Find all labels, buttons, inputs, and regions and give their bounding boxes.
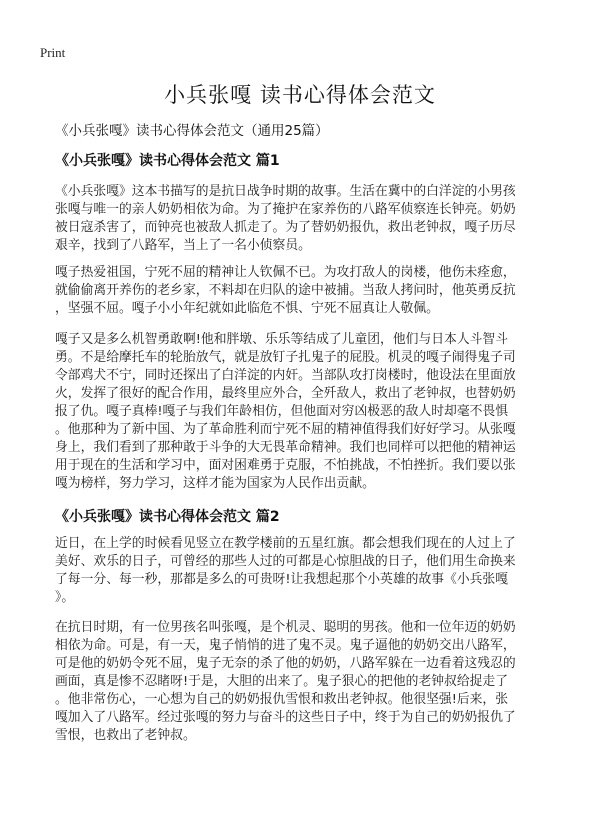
paragraph-line: 报了仇。嘎子真棒!嘎子与我们年龄相仿，但他面对穷凶极恶的敌人时却毫不畏惧 (55, 404, 509, 419)
paragraph-line: 嘎子又是多么机智勇敢啊!他和胖墩、乐乐等结成了儿童团，他们与日本人斗智斗 (55, 332, 509, 347)
page-title: 小兵张嘎 读书心得体会范文 (164, 83, 436, 107)
paragraph-line: 。他非常伤心，一心想为自己的奶奶报仇雪恨和救出老钟叔。他很坚强!后来，张 (55, 692, 509, 707)
paragraph-line: 用于现在的生活和学习中，面对困难勇于克服，不怕挑战，不怕挫折。我们要以张 (55, 458, 516, 473)
section-heading-1: 《小兵张嘎》读书心得体会范文 篇1 (55, 153, 280, 169)
paragraph-line: 身上，我们看到了那种敢于斗争的大无畏革命精神。我们也同样可以把他的精神运 (55, 440, 516, 455)
paragraph-line: 就偷偷离开养伤的老乡家，不料却在归队的途中被捕。当敌人拷问时，他英勇反抗 (55, 283, 516, 298)
paragraph-line: 美好、欢乐的日子，可曾经的那些人过的可都是心惊胆战的日子，他们用生命换来 (55, 554, 516, 569)
paragraph-line: 相依为命。可是，有一天，鬼子悄悄的进了鬼不灵。鬼子逼他的奶奶交出八路军， (55, 638, 516, 653)
paragraph-line: 被日寇杀害了，而钟亮也被敌人抓走了。为了替奶奶报仇，救出老钟叔，嘎子历尽 (55, 220, 516, 235)
paragraph (55, 619, 516, 745)
paragraph-line: 可是他的奶奶令死不屈，鬼子无奈的杀了他的奶奶，八路军躲在一边看着这残忍的 (55, 656, 516, 671)
paragraph (55, 331, 516, 493)
paragraph-line: 张嘎与唯一的亲人奶奶相依为命。为了掩护在家养伤的八路军侦察连长钟亮。奶奶 (55, 202, 516, 217)
paragraph (55, 264, 516, 318)
paragraph-line: 雪恨，也救出了老钟叔。 (55, 728, 196, 743)
paragraph-line: 嘎加入了八路军。经过张嘎的努力与奋斗的这些日子中，终于为自己的奶奶报仇了 (55, 710, 516, 725)
paragraph-line: 艰辛，找到了八路军，当上了一名小侦察员。 (55, 238, 311, 253)
paragraph-line: 了每一分、每一秒，那都是多么的可贵呀!让我想起那个小英雄的故事《小兵张嘎 (55, 572, 509, 587)
paragraph-line: 。他那种为了新中国、为了革命胜利而宁死不屈的精神值得我们好好学习。从张嘎 (55, 422, 516, 437)
paragraph-line: 火，发挥了很好的配合作用，最终里应外合，全歼敌人，救出了老钟叔，也替奶奶 (55, 386, 516, 401)
paragraph (55, 535, 516, 607)
section-heading-2: 《小兵张嘎》读书心得体会范文 篇2 (55, 509, 280, 525)
document-subtitle: 《小兵张嘎》读书心得体会范文（通用25篇） (55, 123, 329, 139)
paragraph-line: 嘎为榜样，努力学习，这样才能为国家为人民作出贡献。 (55, 476, 375, 491)
paragraph-line: 画面，真是惨不忍睹呀!于是，大胆的出来了。鬼子狠心的把他的老钟叔给捉走了 (55, 674, 509, 689)
paragraph-line: ，坚强不屈。嘎子小小年纪就如此临危不惧、宁死不屈真让人敬佩。 (55, 301, 439, 316)
paragraph-line: 《小兵张嘎》这本书描写的是抗日战争时期的故事。生活在冀中的白洋淀的小男孩 (55, 184, 516, 199)
paragraph-line: 》。 (55, 590, 75, 605)
paragraph-line: 勇。不是给摩托车的轮胎放气，就是放钉子扎鬼子的屁股。机灵的嘎子闹得鬼子司 (55, 350, 516, 365)
paragraph-line: 在抗日时期，有一位男孩名叫张嘎，是个机灵、聪明的男孩。他和一位年迈的奶奶 (55, 620, 516, 635)
paragraph (55, 183, 516, 255)
paragraph-line: 嘎子热爱祖国，宁死不屈的精神让人钦佩不已。为攻打敌人的岗楼，他伤未痊愈， (55, 265, 516, 280)
paragraph-line: 近日，在上学的时候看见竖立在教学楼前的五星红旗。都会想我们现在的人过上了 (55, 536, 516, 551)
print-label: Print (40, 45, 66, 60)
paragraph-line: 令部鸡犬不宁，同时还探出了白洋淀的内奸。当部队攻打岗楼时，他设法在里面放 (55, 368, 516, 383)
